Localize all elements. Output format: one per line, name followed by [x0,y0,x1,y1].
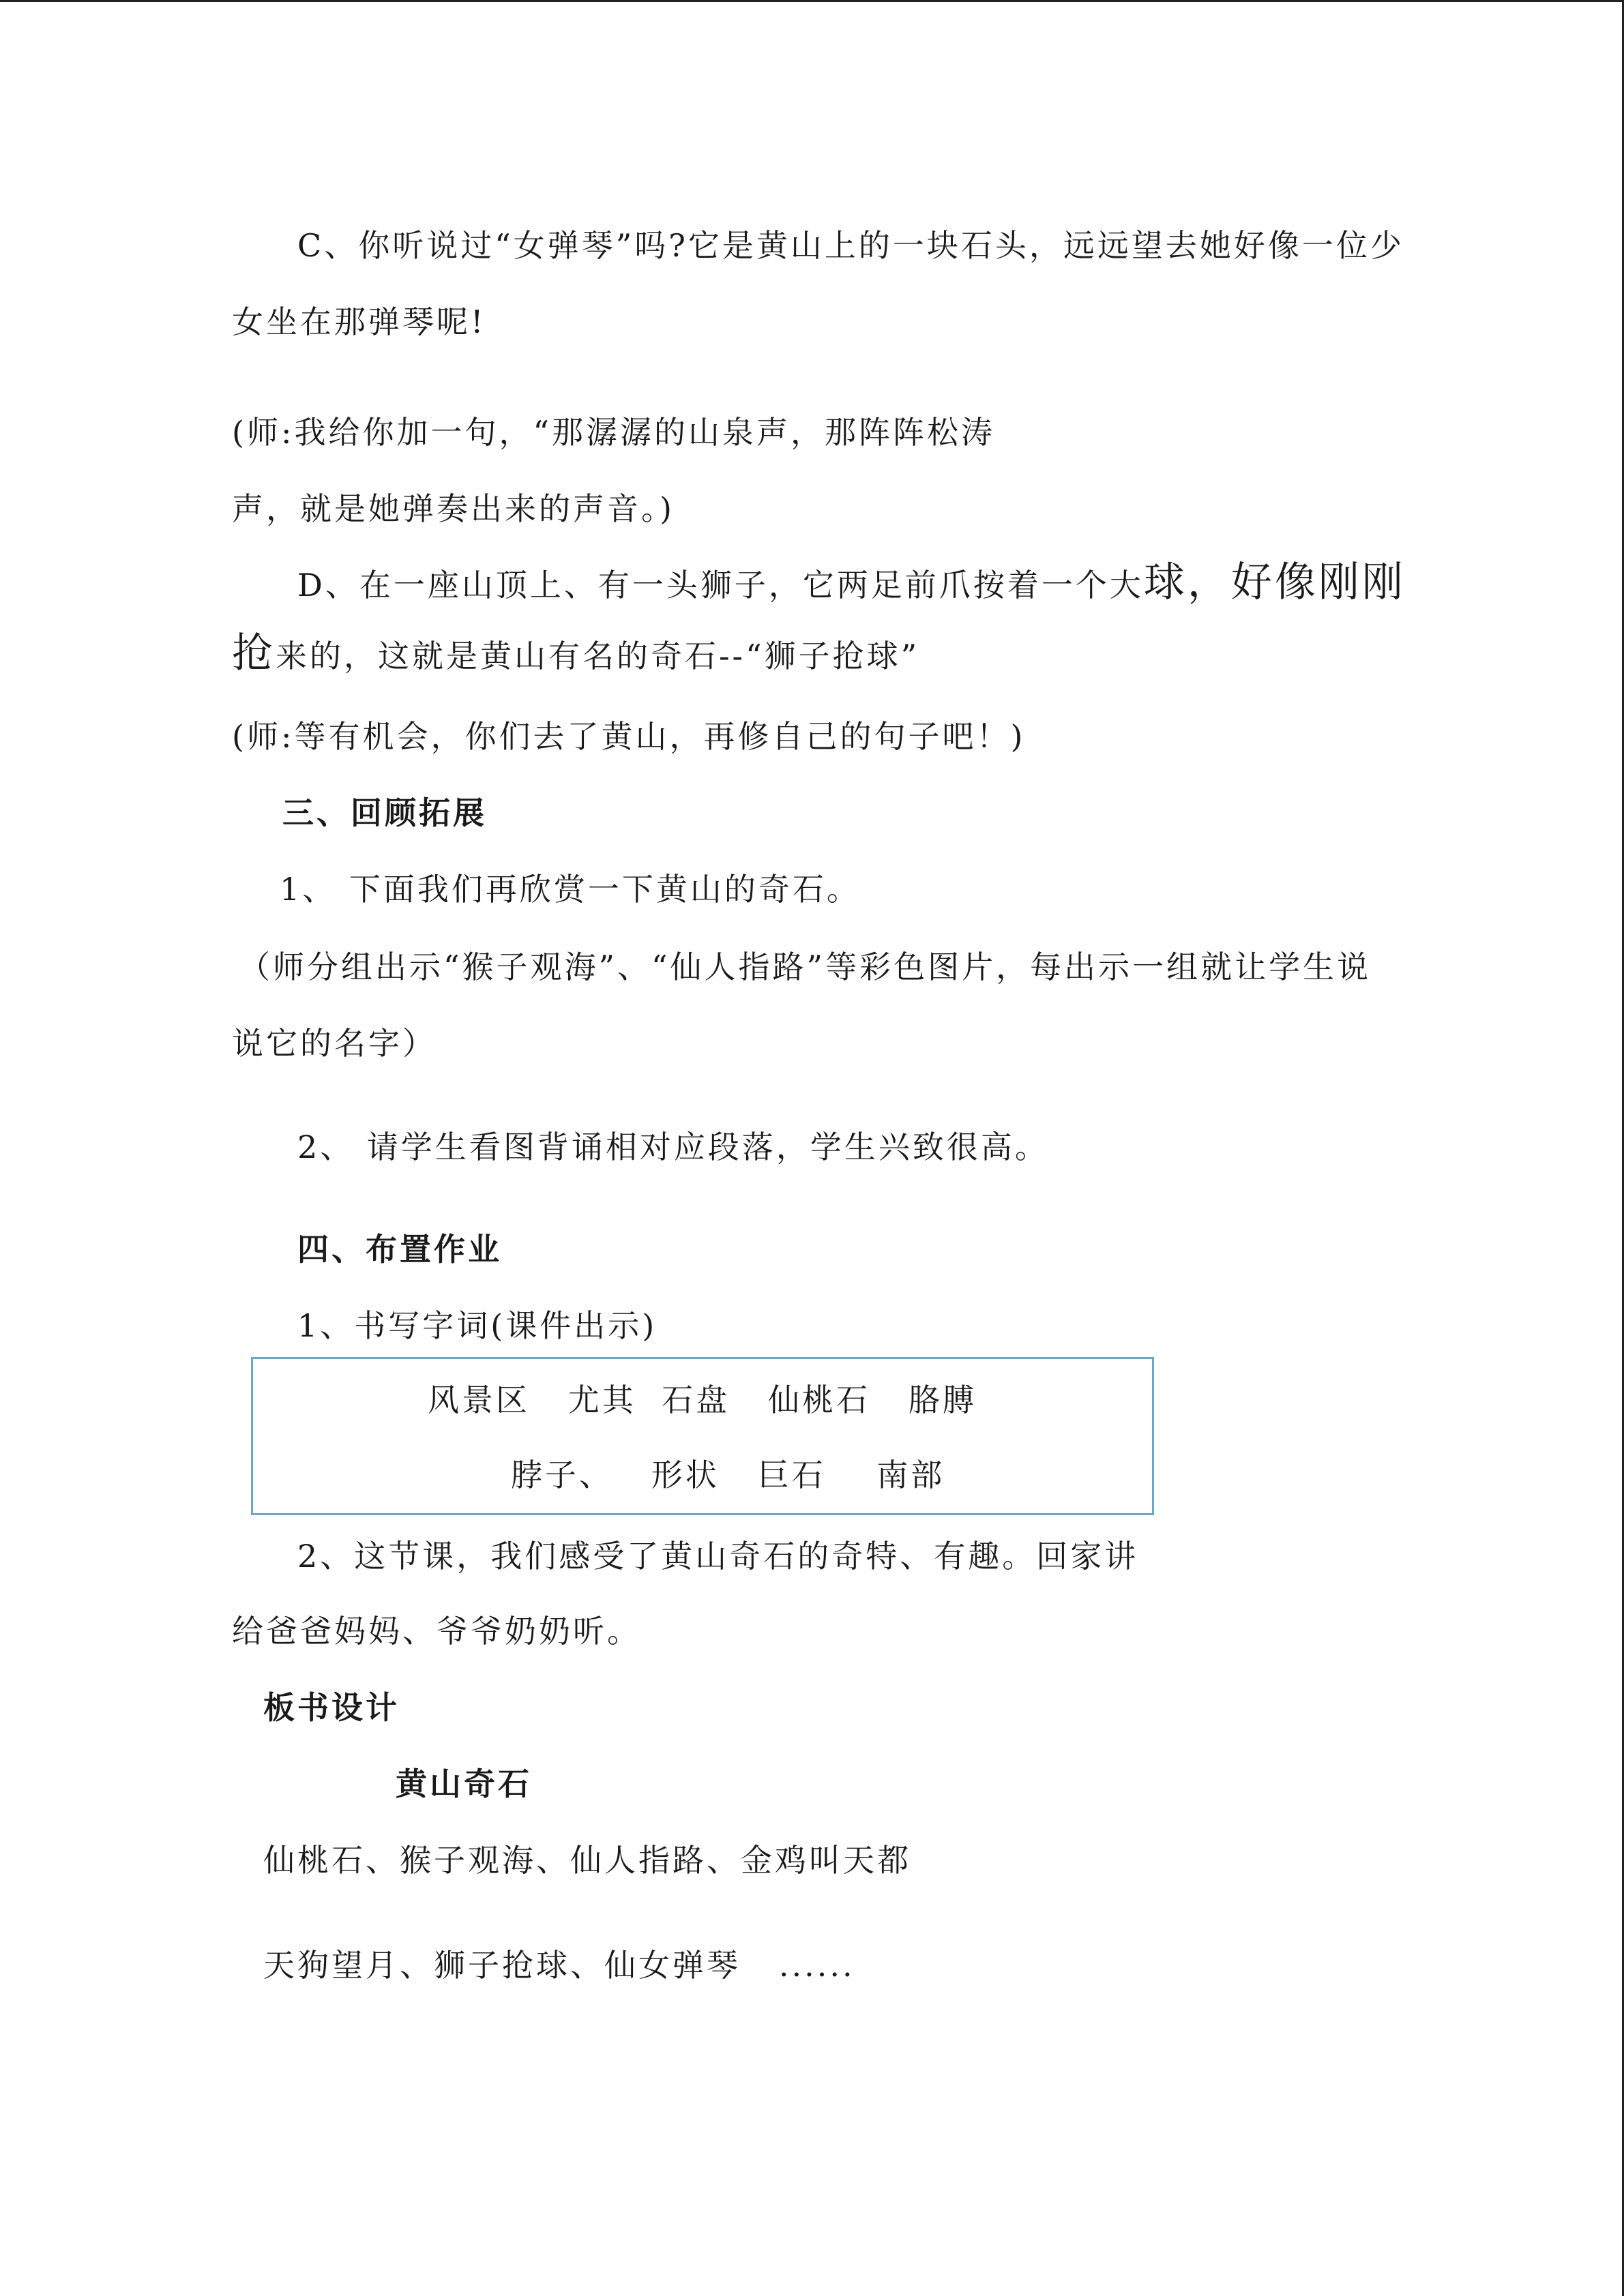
paragraph-d-line2-text: 来的，这就是黄山有名的奇石--“狮子抢球” [276,638,920,674]
paragraph-d-line2-emphasis: 抢 [232,629,276,677]
vocabulary-row-1: 风景区 尤其 石盘 仙桃石 胳膊 [428,1382,977,1418]
section-4-item-2-line1: 2、这节课，我们感受了黄山奇石的奇特、有趣。回家讲 [297,1538,1139,1575]
paragraph-c-line1: C、你听说过“女弹琴”吗?它是黄山上的一块石头，远远望去她好像一位少 [297,227,1404,264]
section-4-item-1: 1、书写字词(课件出示) [297,1307,658,1344]
section-3-item-1-note-line1: （师分组出示“猴子观海”、“仙人指路”等彩色图片，每出示一组就让学生说 [239,949,1372,985]
teacher-note-1-line2: 声，就是她弹奏出来的声音。) [232,490,675,527]
teacher-note-2: (师:等有机会，你们去了黄山，再修自己的句子吧！) [232,718,1026,755]
teacher-note-1-line1: (师:我给你加一句，“那潺潺的山泉声，那阵阵松涛 [232,414,995,451]
paragraph-d-line1 [297,558,1406,606]
paragraph-c-line2: 女坐在那弹琴呢! [232,303,486,340]
board-line-2: 天狗望月、狮子抢球、仙女弹琴 ...... [263,1947,855,1984]
page-border-top [0,0,1624,2]
board-title: 黄山奇石 [396,1765,532,1802]
board-design-heading: 板书设计 [263,1689,400,1726]
section-4-heading: 四、布置作业 [297,1231,502,1268]
section-3-heading: 三、回顾拓展 [282,794,487,831]
paragraph-d-line2 [232,629,920,677]
section-3-item-1-note-line2: 说它的名字） [232,1025,437,1062]
paragraph-d-line1-text: D、在一座山顶上、有一头狮子，它两足前爪按着一个大 [297,567,1144,603]
section-3-item-2: 2、 请学生看图背诵相对应段落，学生兴致很高。 [297,1129,1049,1165]
section-3-item-1: 1、 下面我们再欣赏一下黄山的奇石。 [280,871,861,908]
board-line-1: 仙桃石、猴子观海、仙人指路、金鸡叫天都 [263,1842,911,1879]
section-4-item-2-line2: 给爸爸妈妈、爷爷奶奶听。 [232,1613,641,1650]
paragraph-d-line1-emphasis: 球，好像刚刚 [1143,558,1406,606]
vocabulary-box [251,1357,1154,1515]
vocabulary-row-2: 脖子、 形状 巨石 南部 [511,1457,945,1493]
